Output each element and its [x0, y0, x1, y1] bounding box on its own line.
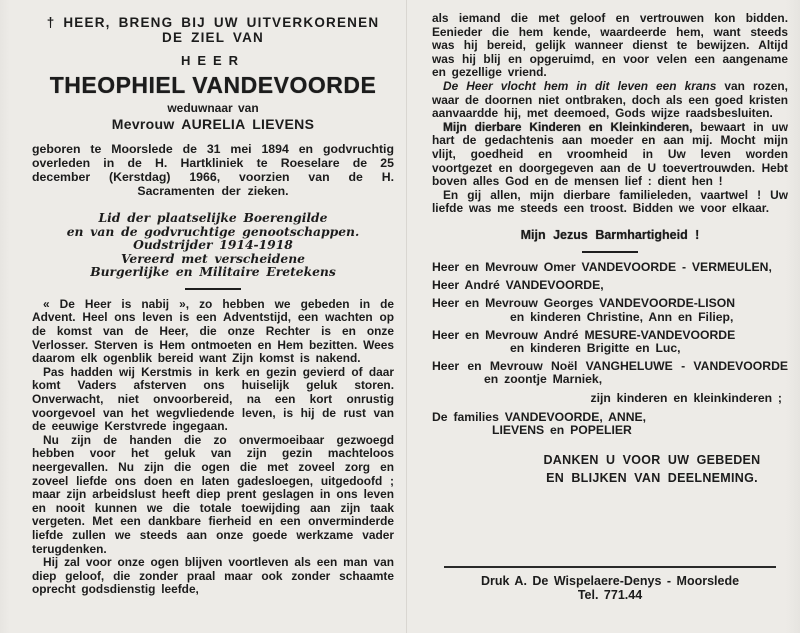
deceased-name: THEOPHIEL VANDEVOORDE [49, 72, 377, 98]
right-column [432, 12, 788, 487]
spouse-name: Mevrouw AURELIA LIEVENS [111, 116, 315, 132]
closing-line-2: EN BLIJKEN VAN DEELNEMING. [546, 470, 758, 485]
biography-text: geboren te Moorslede de 31 mei 1894 en godvruchtig overleden in de H. Hartkliniek te Roeselare de 25 december (Kerstdag) 1966, voorzien van de H. Sacramenten der zieken. [32, 142, 394, 198]
family-entry [432, 329, 788, 355]
paragraph-kinderen-lead: Mijn dierbare Kinderen en Kleinkinderen, [443, 119, 693, 134]
footer-divider [444, 566, 776, 568]
family-entry-children: en kinderen Christine, Ann en Filiep, [510, 309, 734, 324]
paragraph-krans-lead: De Heer vlocht hem in dit leven een krans [443, 78, 717, 93]
family-entry-main: Heer en Mevrouw André MESURE-VANDEVOORDE [432, 327, 736, 342]
family-entry: Heer André VANDEVOORDE, [432, 278, 604, 293]
paragraph-kinderen-rest: bewaart in uw hart de gedachtenis aan moeder en aan mij. Mocht mijn vlijt, goedheid en vroomheid in Uw leven worden voortgezet en doorgegeven aan de U toevertrouwden. Hebt boven alles God en de mensen lief : dient hen ! [432, 119, 788, 189]
section-divider [582, 251, 638, 253]
families-line-2: LIEVENS en POPELIER [492, 422, 632, 437]
relation-label: weduwnaar van [167, 101, 259, 115]
family-entry-main: Heer en Mevrouw Georges VANDEVOORDE-LISON [432, 296, 736, 311]
honorific: HEER [180, 53, 246, 68]
paragraph-geloof: als iemand die met geloof en vertrouwen kon bidden. Eenieder die hem kende, waardeerde hem, want steeds was hij bereid, gelijk wanneer dienst te bewijzen. Altijd was hij blij en opgeruimd, en voor velen een aangename en gezellige vriend. [432, 11, 788, 80]
family-entry: Heer en Mevrouw Noël VANGHELUWE - VANDEVOORDE en zoontje Marniek, [432, 359, 788, 387]
paragraph-handen: Nu zijn de handen die zo onvermoeibaar gezwoegd hebben voor het geluk van zijn gezin machteloos neergevallen. Nu zijn die ogen die met zoveel zorg en zoveel liefde ons doen en laten gadesloegen, uitgedoofd ; maar zijn arbeidslust heeft diep prent geslagen in ons leven en nooit kunnen we die totale toewijding aan zijn taak vergeten. Met een dankbare fierheid en een onverminderde liefde zullen we steeds aan onze goede werkzame vader terugdenken. [32, 432, 394, 556]
honors-block [32, 211, 394, 279]
prayer-line: Mijn Jezus Barmhartigheid ! [520, 227, 700, 242]
family-note: zijn kinderen en kleinkinderen ; [590, 390, 782, 405]
families-line-1: De families VANDEVOORDE, ANNE, [432, 409, 647, 424]
paragraph-kerstmis: Pas hadden wij Kerstmis in kerk en gezin gevierd of daar komt Vaders afsterven ons huiselijk geluk storen. Onverwacht, niet onvoorbereid, na een kort onrustig voorgevoel van het wegvliedende leven, is hij de rust van de eeuwige Kerstvrede ingegaan. [32, 364, 394, 434]
family-list [432, 261, 788, 437]
printer-line-1: Druk A. De Wispelaere-Denys - Moorslede [480, 574, 740, 588]
paragraph-kinderen [432, 121, 788, 189]
honors-line: en van de godvruchtige genootschappen. [66, 223, 360, 239]
family-entry-children: en kinderen Brigitte en Luc, [510, 340, 681, 355]
paragraph-farewell: En gij allen, mijn dierbare familieleden, vaartwel ! Uw liefde was me steeds een troost. Bidden we voor elkaar. [432, 187, 788, 216]
invocation-line-2: DE ZIEL VAN [162, 30, 264, 45]
printer-footer [432, 566, 788, 603]
invocation-line-1: † HEER, BRENG BIJ UW UITVERKORENEN [46, 15, 380, 30]
paragraph-krans [432, 80, 788, 121]
honors-line: Oudstrijder 1914-1918 [133, 237, 293, 253]
family-entry-families [432, 411, 788, 437]
card-fold-line [406, 0, 407, 633]
card-header [32, 15, 394, 132]
closing-thanks [432, 451, 788, 487]
closing-line-1: DANKEN U VOOR UW GEBEDEN [543, 452, 761, 467]
paragraph-krans-rest: van rozen, waar de doornen niet ontbraken, doch als een goed kristen aanvaardde hij, met deemoed, Gods wijze raadsbesluiten. [432, 78, 788, 121]
family-entry [432, 297, 788, 323]
paragraph-advent: « De Heer is nabij », zo hebben we gebeden in de Advent. Heel ons leven is een Adventstijd, een wachten op de komst van de Heer, die onze Rechter is en onze Verlosser. Sterven is Hem ontmoeten en Hem bezitten. Wees daarom elk ogenblik bereid want Zijn komst is nakend. [32, 296, 394, 366]
section-divider [185, 288, 241, 290]
paragraph-voortleven: Hij zal voor onze ogen blijven voortleven als een man van diep geloof, die zonder praal maar ook zonder schaamte oprecht godsdienstig leefde, [32, 555, 394, 597]
printer-info [432, 575, 788, 603]
family-entry: Heer en Mevrouw Omer VANDEVOORDE - VERMEULEN, [432, 259, 772, 274]
honors-line: Lid der plaatselijke Boerengilde [98, 209, 328, 225]
left-column [32, 0, 394, 597]
honors-line: Burgerlijke en Militaire Eretekens [90, 264, 336, 280]
honors-line: Vereerd met verscheidene [121, 250, 305, 266]
printer-line-2: Tel. 771.44 [577, 587, 643, 602]
